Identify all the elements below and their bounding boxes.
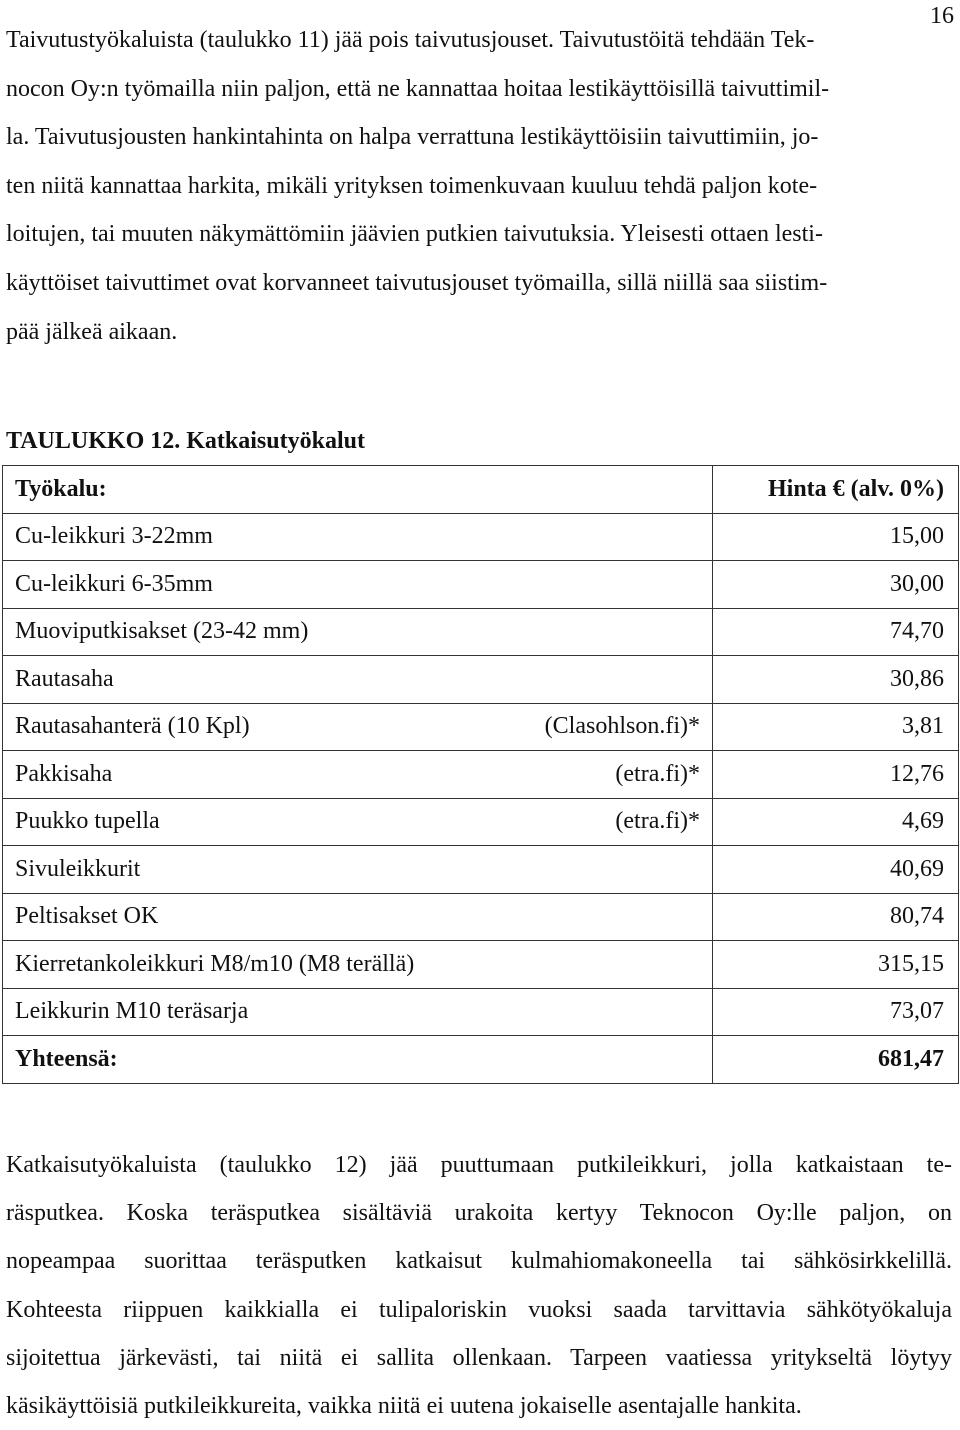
tool-cell-content xyxy=(15,856,700,883)
total-label: Yhteensä: xyxy=(3,1036,713,1084)
paragraph-line: käyttöiset taivuttimet ovat korvanneet taivutusjouset työmailla, sillä niillä saa siistim- xyxy=(6,269,828,296)
table-row xyxy=(3,513,959,561)
price-cell: 15,00 xyxy=(713,513,959,561)
table-row xyxy=(3,703,959,751)
price-cell: 73,07 xyxy=(713,988,959,1036)
paragraph-line: loitujen, tai muuten näkymättömiin jäävien putkien taivutuksia. Yleisesti ottaen lesti- xyxy=(6,221,823,248)
paragraph-line: käsikäyttöisiä putkileikkureita, vaikka niitä ei uutena jokaiselle asentajalle hankita. xyxy=(6,1393,802,1420)
intro-paragraph xyxy=(6,16,942,356)
tool-source: (Clasohlson.fi)* xyxy=(544,713,700,740)
price-cell: 3,81 xyxy=(713,703,959,751)
table-body xyxy=(3,513,959,1036)
price-cell: 30,86 xyxy=(713,656,959,704)
tool-cell xyxy=(3,988,713,1036)
tool-source: (etra.fi)* xyxy=(615,760,700,787)
paragraph-line: nopeampaa suorittaa teräsputken katkaisut kulmahiomakoneella tai sähkösirkkelillä. xyxy=(6,1248,952,1275)
table-header-row xyxy=(3,466,959,514)
price-cell: 80,74 xyxy=(713,893,959,941)
tool-cell xyxy=(3,751,713,799)
tool-name: Peltisakset OK xyxy=(15,903,159,930)
price-cell: 40,69 xyxy=(713,846,959,894)
table-row xyxy=(3,941,959,989)
tool-name: Cu-leikkuri 3-22mm xyxy=(15,523,213,550)
tool-cell-content xyxy=(15,713,700,740)
tool-source: (etra.fi)* xyxy=(615,808,700,835)
tool-name: Kierretankoleikkuri M8/m10 (M8 terällä) xyxy=(15,950,415,977)
total-row xyxy=(3,1036,959,1084)
tool-column-header: Työkalu: xyxy=(3,466,713,514)
tool-cell xyxy=(3,656,713,704)
tool-cell xyxy=(3,941,713,989)
table-row xyxy=(3,988,959,1036)
tool-cell xyxy=(3,703,713,751)
price-cell: 12,76 xyxy=(713,751,959,799)
tool-cell xyxy=(3,608,713,656)
tool-cell-content xyxy=(15,998,700,1025)
tool-cell-content xyxy=(15,761,700,788)
tool-cell-content xyxy=(15,618,700,645)
tool-cell-content xyxy=(15,808,700,835)
paragraph-line: räsputkea. Koska teräsputkea sisältäviä urakoita kertyy Teknocon Oy:lle paljon, on xyxy=(6,1200,952,1227)
tool-cell-content xyxy=(15,903,700,930)
table-row xyxy=(3,798,959,846)
tool-cell xyxy=(3,846,713,894)
price-column-header: Hinta € (alv. 0%) xyxy=(713,466,959,514)
table-caption: TAULUKKO 12. Katkaisutyökalut xyxy=(6,428,365,454)
tool-name: Pakkisaha xyxy=(15,760,113,787)
price-cell: 74,70 xyxy=(713,608,959,656)
tool-name: Rautasaha xyxy=(15,665,114,692)
tool-cell xyxy=(3,513,713,561)
tool-cell-content xyxy=(15,571,700,598)
tool-cell-content xyxy=(15,666,700,693)
paragraph-line: pää jälkeä aikaan. xyxy=(6,318,178,345)
tool-name: Leikkurin M10 teräsarja xyxy=(15,998,249,1025)
table-row xyxy=(3,656,959,704)
tool-cell xyxy=(3,893,713,941)
tool-cell xyxy=(3,561,713,609)
total-value: 681,47 xyxy=(713,1036,959,1084)
tool-name: Muoviputkisakset (23-42 mm) xyxy=(15,618,309,645)
paragraph-line: nocon Oy:n työmailla niin paljon, että ne kannattaa hoitaa lestikäyttöisillä taivuttimil- xyxy=(6,75,830,102)
tool-name: Cu-leikkuri 6-35mm xyxy=(15,570,213,597)
table-row xyxy=(3,751,959,799)
tool-name: Rautasahanterä (10 Kpl) xyxy=(15,713,250,740)
table-row xyxy=(3,846,959,894)
tool-cell xyxy=(3,798,713,846)
table-row xyxy=(3,893,959,941)
paragraph-line: Kohteesta riippuen kaikkialla ei tulipaloriskin vuoksi saada tarvittavia sähkötyökaluja xyxy=(6,1296,952,1323)
tool-cell-content xyxy=(15,951,700,978)
page-number: 16 xyxy=(930,3,954,29)
cutting-tools-table xyxy=(2,465,959,1084)
table-row xyxy=(3,608,959,656)
price-cell: 30,00 xyxy=(713,561,959,609)
paragraph-line: ten niitä kannattaa harkita, mikäli yrityksen toimenkuvaan kuuluu tehdä paljon kote- xyxy=(6,172,818,199)
paragraph-line: la. Taivutusjousten hankintahinta on halpa verrattuna lestikäyttöisiin taivuttimiin, jo- xyxy=(6,124,819,151)
tool-name: Puukko tupella xyxy=(15,808,160,835)
paragraph-line: Katkaisutyökaluista (taulukko 12) jää puuttumaan putkileikkuri, jolla katkaistaan te- xyxy=(6,1152,952,1178)
closing-paragraph xyxy=(6,1141,952,1430)
paragraph-line: Taivutustyökaluista (taulukko 11) jää pois taivutusjouset. Taivutustöitä tehdään Tek- xyxy=(6,27,815,53)
paragraph-line: sijoitettua järkevästi, tai niitä ei sallita ollenkaan. Tarpeen vaatiessa yritykseltä löytyy xyxy=(6,1344,952,1371)
table-row xyxy=(3,561,959,609)
price-cell: 4,69 xyxy=(713,798,959,846)
tool-cell-content xyxy=(15,523,700,550)
tool-name: Sivuleikkurit xyxy=(15,855,141,882)
price-cell: 315,15 xyxy=(713,941,959,989)
